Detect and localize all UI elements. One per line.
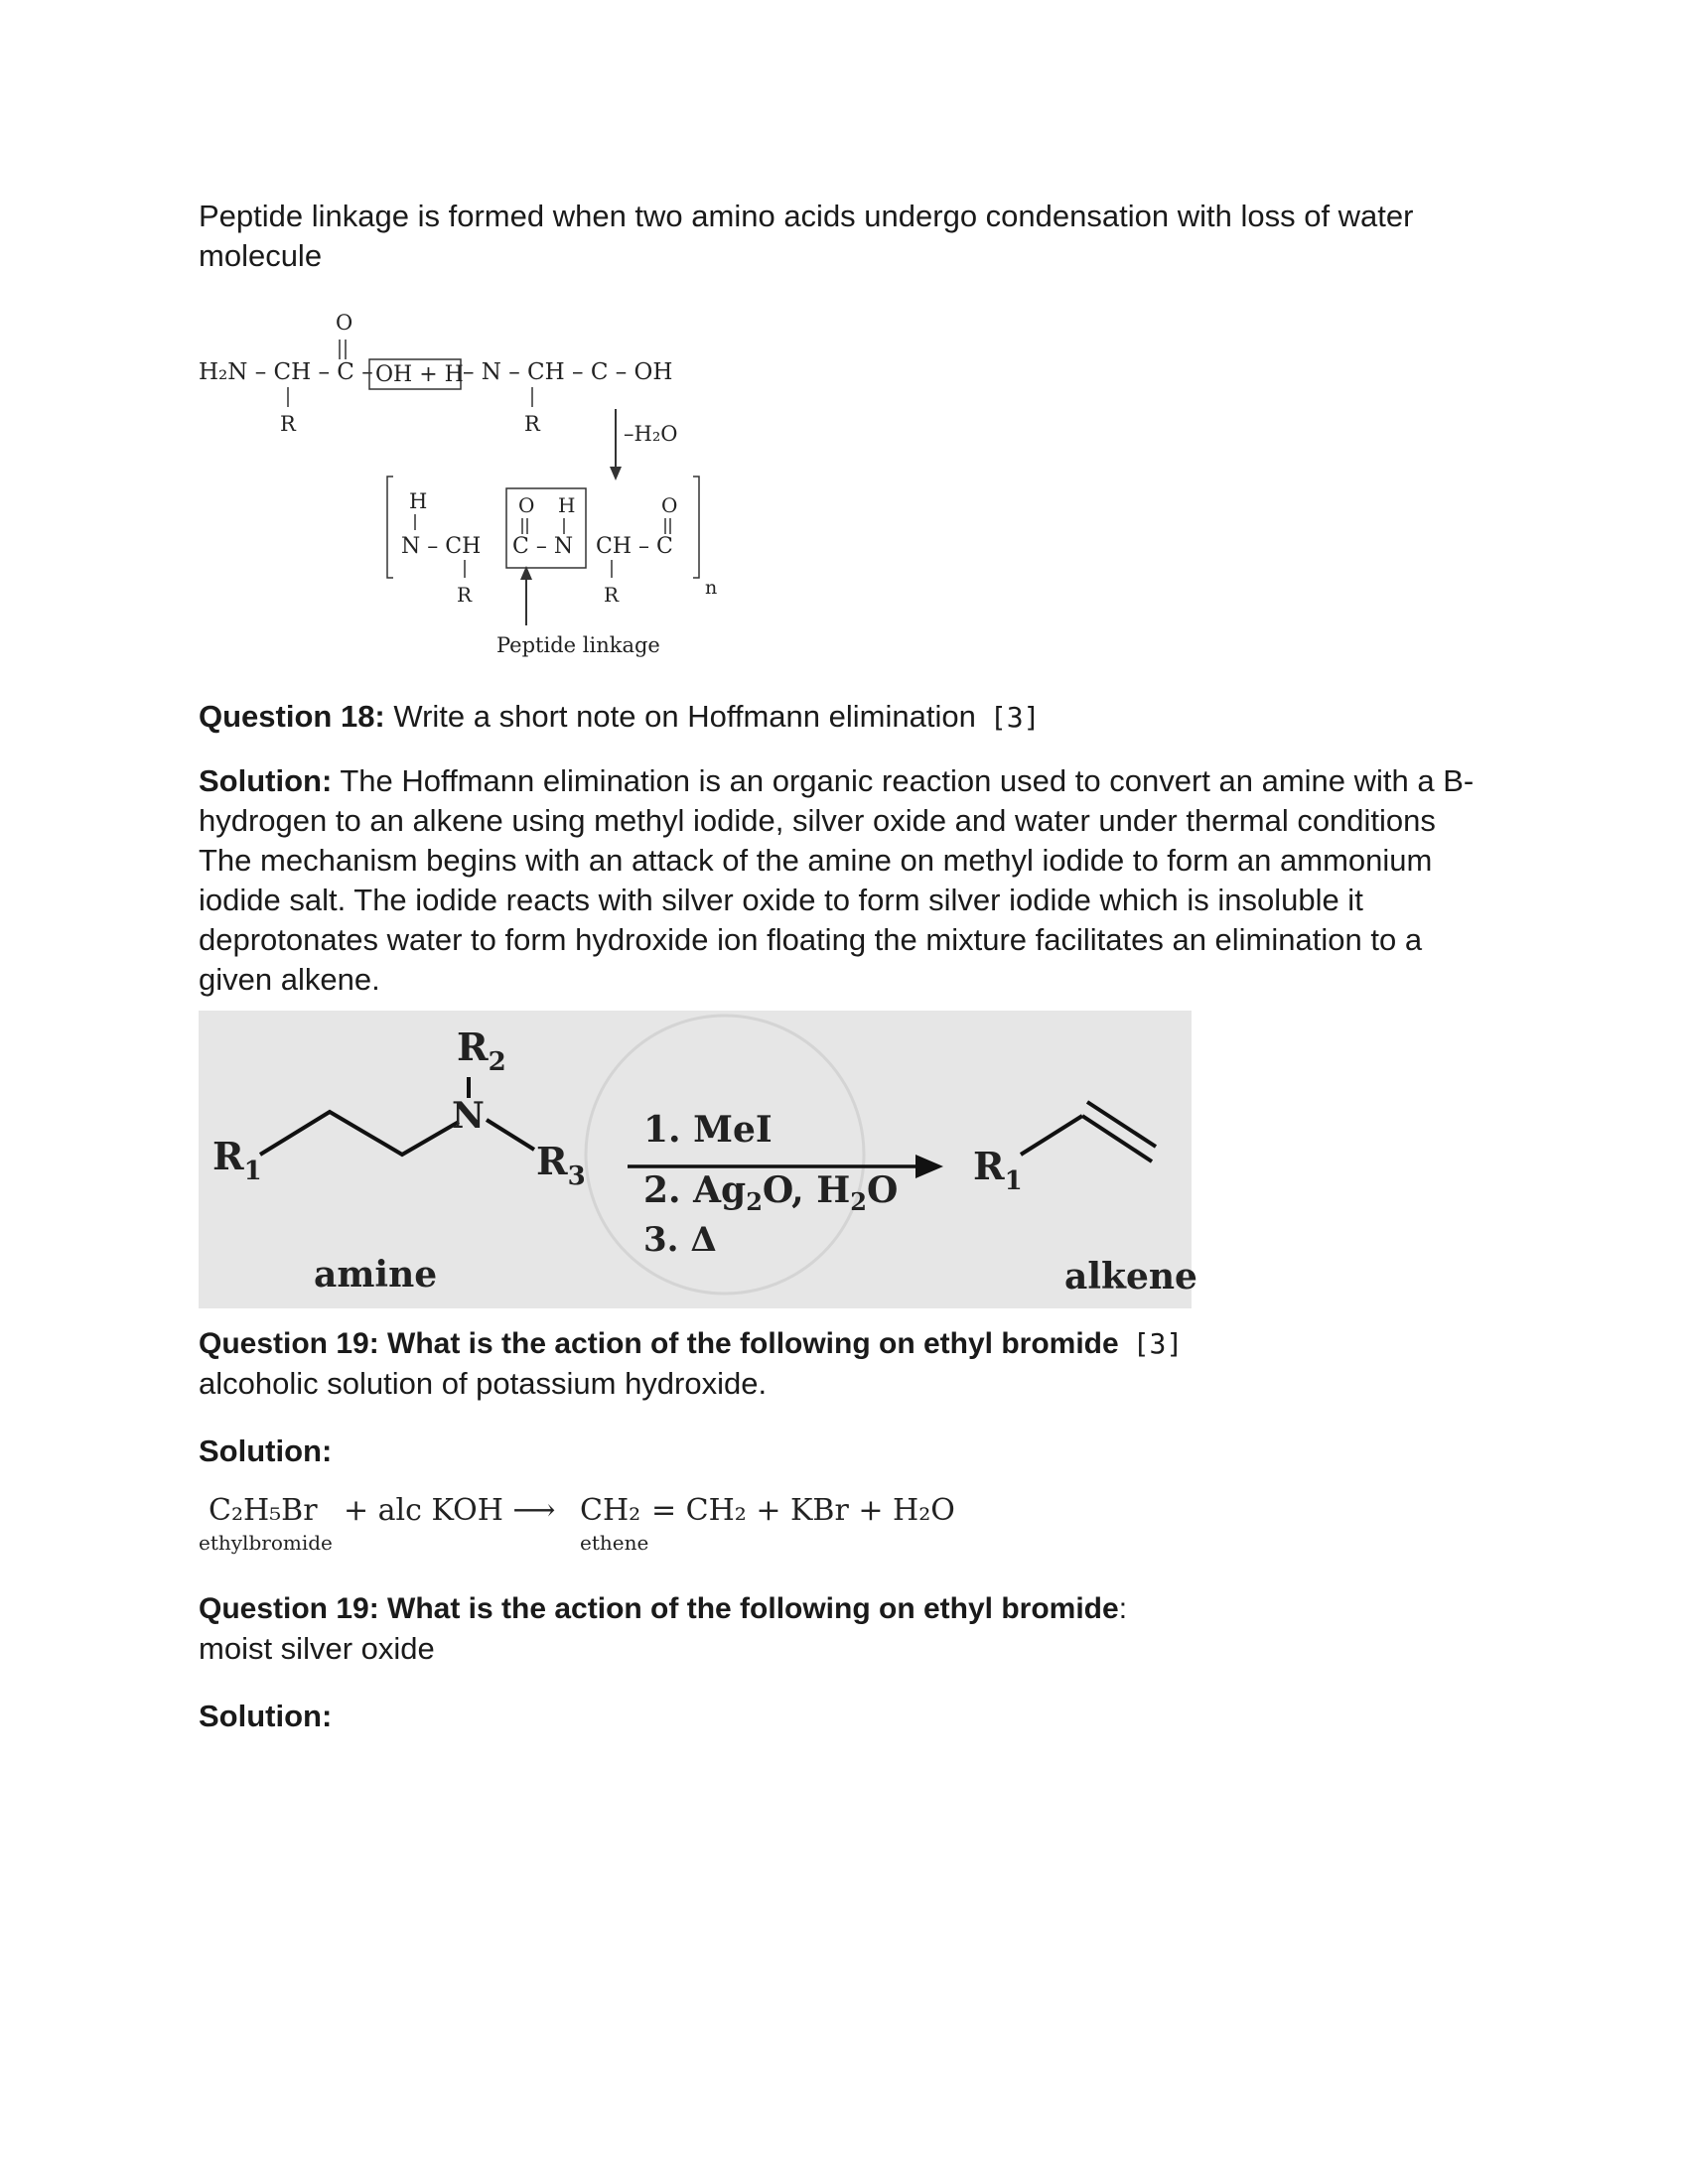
ethyl-bromide-koh-equation: [199, 1493, 993, 1563]
peptide-linkage-caption: Peptide linkage: [496, 633, 660, 657]
solution-18: [199, 761, 1489, 1000]
reagent-step-1: 1. MeI: [643, 1109, 773, 1151]
question-19a-label: Question 19: What is the action of the following on ethyl bromide: [199, 1327, 1119, 1360]
question-18-label: Question 18:: [199, 699, 385, 734]
eq-product1: CH₂: [580, 1493, 641, 1528]
hoffmann-figure: [199, 1011, 1197, 1308]
product-r-2: R: [604, 583, 620, 607]
product-h-2: H: [558, 493, 576, 517]
amine-r2: $R_2$: [457, 1024, 506, 1077]
question-19a: [199, 1324, 1489, 1405]
loss-of-water-label: –H₂O: [624, 422, 678, 446]
solution-19a-label: Solution:: [199, 1433, 333, 1468]
bracket-right: [693, 477, 699, 578]
solution-19b-label: Solution:: [199, 1699, 333, 1733]
reactant-right: – N – CH – C – OH: [463, 359, 673, 385]
question-18: [199, 697, 1489, 738]
eq-rest: = CH₂ + KBr + H₂O: [651, 1493, 955, 1528]
solution-19a: [199, 1432, 1489, 1471]
reaction-arrowhead: [915, 1155, 943, 1178]
reactant-left: H₂N – CH – C –: [199, 359, 373, 385]
product-r-1: R: [457, 583, 473, 607]
bracket-left: [387, 477, 393, 578]
solution-18-text: The Hoffmann elimination is an organic reaction used to convert an amine with a B-hydrogen to an alkene using methyl iodide, silver oxide and water under thermal conditions The mechanism begins with an attack of the amine on methyl iodide to form an ammonium iodide salt. The iodide reacts with silver oxide to form silver iodide which is insoluble it deprotonates water to form hydroxide ion floating the mixture facilitates an elimination to a given alkene.: [199, 763, 1475, 997]
eq-reactant: C₂H₅Br: [209, 1493, 318, 1528]
product-n-ch: N – CH: [401, 534, 482, 559]
alkene-r1: $R_1$: [973, 1144, 1023, 1196]
repeat-n: n: [705, 577, 718, 599]
reagent-step-3: 3. Δ: [643, 1220, 717, 1260]
product-h: H: [409, 489, 428, 513]
product-c-n: C – N: [512, 534, 574, 559]
question-19b-subpart: moist silver oxide: [199, 1631, 435, 1666]
amine-r1: $R_1$: [212, 1134, 262, 1186]
carbonyl-o-1: O: [336, 311, 353, 335]
r-group-1: R: [280, 412, 296, 436]
question-19b: [199, 1589, 1489, 1670]
watermark-circle: [586, 1016, 864, 1294]
intro-text: Peptide linkage is formed when two amino acids undergo condensation with loss of water molecule: [199, 199, 1414, 273]
question-18-marks: [3]: [989, 701, 1041, 734]
amine-r3: $R_3$: [536, 1139, 586, 1191]
amine-chain: [260, 1112, 459, 1155]
reagent-step-2: 2. $Ag_2O$, $H_2O$: [643, 1169, 899, 1216]
solution-19b: [199, 1697, 1489, 1736]
eq-middle: + alc KOH ⟶: [344, 1493, 556, 1528]
intro-paragraph: [199, 197, 1489, 276]
question-19b-colon: :: [1118, 1592, 1128, 1625]
question-19a-marks: [3]: [1132, 1327, 1184, 1360]
alkene-label: alkene: [1064, 1256, 1197, 1297]
amine-n: N: [452, 1095, 485, 1137]
question-19a-subpart: alcoholic solution of potassium hydroxide.: [199, 1366, 768, 1401]
alkene-single-bond: [1021, 1116, 1082, 1155]
question-19b-label: Question 19: What is the action of the following on ethyl bromide: [199, 1592, 1119, 1625]
product-ch-c: CH – C: [596, 534, 673, 559]
amine-label: amine: [314, 1254, 438, 1296]
r-group-2: R: [524, 412, 540, 436]
product-o-1: O: [518, 493, 535, 517]
peptide-linkage-figure: [199, 310, 735, 667]
eq-reactant-name: ethylbromide: [199, 1531, 333, 1555]
question-18-text: Write a short note on Hoffmann elimination: [393, 699, 976, 734]
solution-18-label: Solution:: [199, 763, 333, 798]
eq-product1-name: ethene: [580, 1531, 649, 1555]
water-parts: OH + H: [375, 362, 464, 387]
product-o-2: O: [661, 493, 678, 517]
